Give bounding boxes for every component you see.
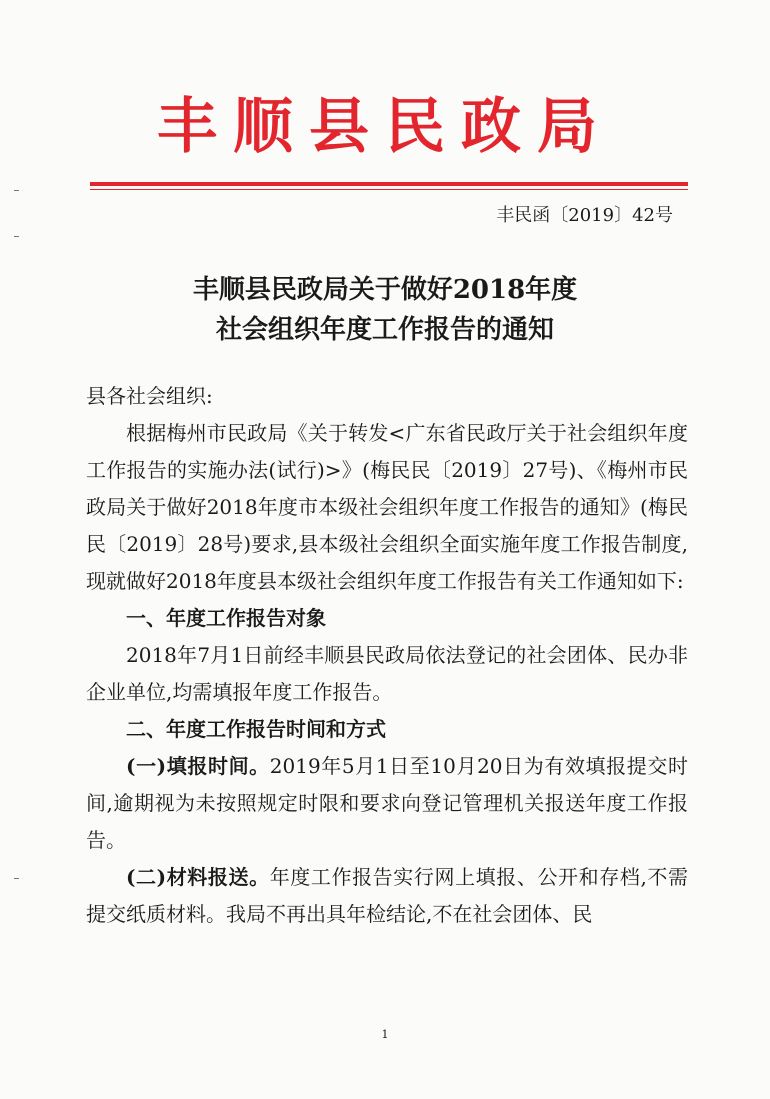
document-body [86, 378, 688, 933]
item-text: 2019年5月1日至10月20日为有效填报提交时间,逾期视为未按照规定时限和要求向登记管理机关报送年度工作报告。 [86, 754, 688, 852]
intro-paragraph: 根据梅州市民政局《关于转发<广东省民政厅关于社会组织年度工作报告的实施办法(试行)>》(梅民民〔2019〕27号)、《梅州市民政局关于做好2018年度市本级社会组织年度工作报告的通知》(梅民民〔2019〕28号)要求,县本级社会组织全面实施年度工作报告制度,现就做好2018年度县本级社会组织年度工作报告有关工作通知如下: [86, 421, 688, 593]
section-heading: 二、年度工作报告时间和方式 [126, 717, 386, 741]
header-rule-thick [90, 182, 688, 186]
item-label: (二)材料报送。 [126, 865, 270, 889]
document-number: 丰民函〔2019〕42号 [496, 205, 673, 226]
item-paragraph [86, 748, 688, 859]
item-label: (一)填报时间。 [126, 754, 270, 778]
item-paragraph [86, 859, 688, 933]
item-text: 年度工作报告实行网上填报、公开和存档,不需提交纸质材料。我局不再出具年检结论,不在社会团体、民 [86, 865, 688, 926]
section-heading: 一、年度工作报告对象 [126, 606, 326, 630]
notice-title [0, 270, 770, 350]
section1-paragraph: 2018年7月1日前经丰顺县民政局依法登记的社会团体、民办非企业单位,均需填报年度工作报告。 [86, 643, 688, 704]
scan-mark [14, 190, 19, 191]
header-rule-thin [90, 189, 688, 190]
agency-header: 丰顺县民政局 [157, 92, 613, 162]
salutation: 县各社会组织: [86, 384, 213, 408]
scan-mark [14, 878, 19, 879]
page-number: 1 [381, 1028, 389, 1041]
notice-title-line1: 丰顺县民政局关于做好2018年度 [192, 275, 578, 305]
scan-mark [14, 236, 19, 237]
notice-title-line2: 社会组织年度工作报告的通知 [215, 315, 554, 345]
